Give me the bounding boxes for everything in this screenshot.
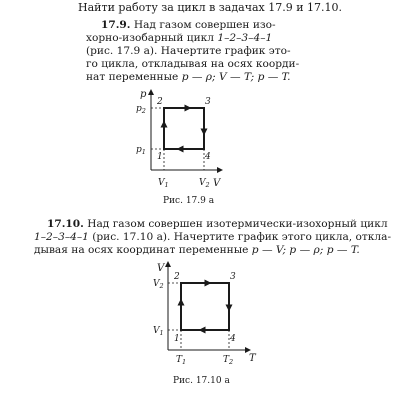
fig-17-10-point-4: 4: [230, 334, 236, 344]
problem-17-9-number: 17.9.: [101, 19, 131, 31]
fig-17-9-point-4: 4: [205, 152, 211, 162]
fig-17-10-tick-v2: $V_2$: [153, 279, 164, 290]
problem-17-9-text-5: нат переменные: [86, 71, 182, 83]
caption-17-10a: Рис. 17.10 а: [173, 376, 230, 386]
fig-17-10-cycle: [181, 283, 229, 330]
problem-17-10-text-2: (рис. 17.10 а). Начертите график этого цикла, откла-: [88, 231, 392, 243]
problem-17-9-text-1: Над газом совершен изо-: [133, 19, 276, 31]
fig-17-10-point-3: 3: [230, 272, 236, 282]
problem-17-9-cycle: 1–2–3–4–1: [217, 32, 273, 44]
fig-17-9-tick-p2: $p_2$: [136, 104, 146, 115]
fig-17-9-point-2: 2: [157, 97, 163, 107]
problem-17-10-number: 17.10.: [47, 218, 84, 230]
problem-17-9-line-3: (рис. 17.9 а). Начертите график это-: [86, 45, 291, 57]
problem-17-10-vars: p — V; p — ρ; p — T.: [251, 244, 360, 256]
problem-17-9-line-4: го цикла, откладывая на осях коорди-: [86, 58, 300, 70]
fig-17-9-tick-v2: $V_2$: [199, 178, 210, 189]
problem-17-9-text-2: хорно-изобарный цикл: [86, 32, 218, 44]
fig-17-10-point-2: 2: [174, 272, 180, 282]
page-header: Найти работу за цикл в задачах 17.9 и 17.10.: [78, 1, 343, 14]
problem-17-10-cycle: 1–2–3–4–1: [34, 231, 89, 243]
fig-17-9-point-1: 1: [157, 152, 163, 162]
fig-17-9-x-label: V: [213, 178, 221, 189]
fig-17-10-tick-t1: $T_1$: [176, 355, 187, 366]
fig-17-9-tick-p1: $p_1$: [136, 145, 146, 156]
problem-17-9-vars: p — ρ; V — T; p — T.: [181, 71, 291, 83]
fig-17-10-tick-t2: $T_2$: [223, 355, 234, 366]
fig-17-9-point-3: 3: [205, 97, 211, 107]
problem-17-10-text-1: Над газом совершен изотермически-изохорный цикл: [87, 218, 388, 230]
fig-17-9-y-label: p: [140, 89, 147, 100]
fig-17-10-tick-v1: $V_1$: [153, 326, 164, 337]
fig-17-10-x-label: T: [249, 353, 256, 364]
fig-17-10-point-1: 1: [174, 334, 180, 344]
fig-17-10-y-label: V: [157, 263, 165, 274]
fig-17-9-tick-v1: $V_1$: [158, 178, 169, 189]
problem-17-10-text-3: дывая на осях координат переменные: [34, 244, 252, 256]
caption-17-9a: Рис. 17.9 а: [163, 196, 215, 206]
